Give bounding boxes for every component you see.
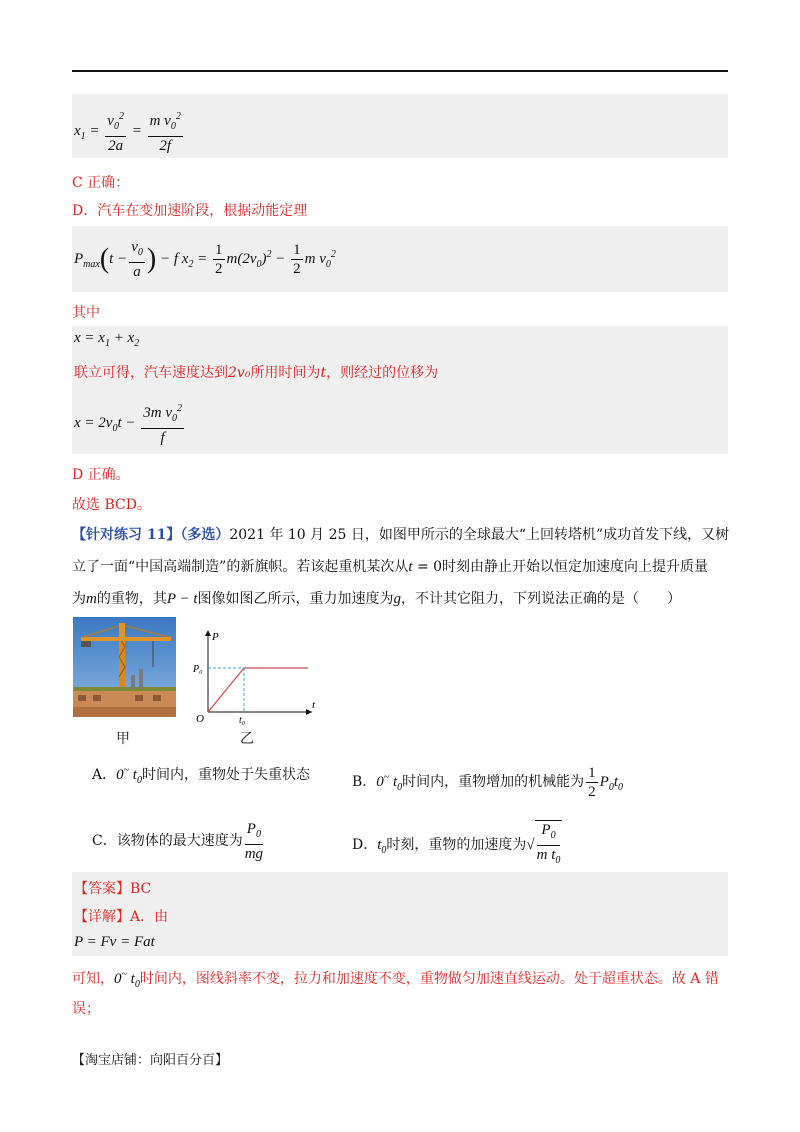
question-line2a: 立了一面“中国高端制造”的新旗帜。若该起重机某次从 <box>72 559 409 575</box>
formula-kinetic-energy: $P_{max}(t$ − $\frac{v_0}{a}$ ) − f $x_2$ = $\frac{1}{2}$ $m(2v_0)^2$ − $\frac{1}{2}$ m $v_0^2$ <box>74 239 336 280</box>
formula-x-result: $x = 2v_0t$ − $\frac{3m v_0^2}{f}$ <box>74 400 186 447</box>
question-tag: 【针对练习 11】（多选） <box>72 527 230 543</box>
c-correct-text: C 正确： <box>72 175 130 191</box>
d-correct-text: D 正确。 <box>72 467 130 483</box>
option-a[interactable]: A．0~ $t_0$时间内，重物处于失重状态 <box>92 765 310 786</box>
formula-band-x1 <box>72 94 728 158</box>
formula-x-sum: $x = x_1 + x_2$ <box>74 330 140 349</box>
explain-line-1: 可知，0~ $t_0$时间内，图线斜率不变，拉力和加速度不变，重物做匀加速直线运动。处于超重状态。故 A 错 <box>72 969 719 990</box>
option-d-text: 时刻，重物的加速度为 <box>386 836 527 853</box>
lianli-text <box>74 362 438 382</box>
option-a-text: 时间内，重物处于失重状态 <box>141 767 310 783</box>
answer-band <box>72 872 728 956</box>
formula-x1: $x_1$ = $\frac{v_0^2}{2a}$ = $\frac{m v_0^2}{2f}$ <box>74 108 185 155</box>
footer-shop: 【淘宝店铺：向阳百分百】 <box>72 1053 229 1068</box>
p-axis-label: P <box>212 631 219 643</box>
option-c[interactable]: C．该物体的最大速度为 $\frac{P_0}{mg}$ <box>92 821 264 862</box>
origin-label: O <box>196 713 204 725</box>
explain-b: 时间内，图线斜率不变，拉力和加速度不变，重物做匀加速直线运动。处于超重状态。故 A 错 <box>139 971 719 987</box>
qizhong-text: 其中 <box>72 305 100 321</box>
pt-graph <box>192 626 322 726</box>
lianli-end: ，则经过的位移为 <box>326 365 439 381</box>
formula-power: P = Fv = Fat <box>74 934 155 950</box>
choose-text: 故选 BCD。 <box>72 497 151 513</box>
option-a-letter: A． <box>92 767 117 783</box>
answer-label: 【答案】BC <box>74 881 152 897</box>
option-d-letter: D． <box>352 836 378 853</box>
question-line-2: 立了一面“中国高端制造”的新旗帜。若该起重机某次从t = 0时刻由静止开始以恒定加速度向上提升质量 <box>72 559 709 575</box>
header-rule <box>72 70 728 72</box>
question-line3a: 为 <box>72 591 86 607</box>
option-d[interactable]: D．$t_0$时刻，重物的加速度为√ $\frac{P_0}{m t_0}$ <box>352 820 562 870</box>
question-line1-text: 2021 年 10 月 25 日，如图甲所示的全球最大“上回转塔机”成功首发下线，又树 <box>229 527 730 543</box>
option-c-text: C．该物体的最大速度为 <box>92 832 243 849</box>
lianli-start: 联立可得，汽车速度达到 <box>74 365 228 381</box>
option-b-letter: B． <box>352 773 377 790</box>
detail-label: 【详解】A．由 <box>74 909 169 925</box>
question-line-1 <box>72 524 729 544</box>
explain-line-2: 误； <box>72 1001 100 1017</box>
option-b[interactable]: B．0~ $t_0$时间内，重物增加的机械能为 $\frac{1}{2}$ $P_0t_0$ <box>352 765 623 800</box>
question-line-3: 为m的重物，其P − t图像如图乙所示，重力加速度为g，不计其它阻力，下列说法正确的是（ ） <box>72 591 682 607</box>
lianli-t: t <box>320 365 327 381</box>
question-line2b: 时刻由静止开始以恒定加速度向上提升质量 <box>442 559 709 575</box>
caption-yi: 乙 <box>240 731 254 747</box>
formula-band-energy <box>72 226 728 292</box>
p0-label: P₀ <box>193 664 203 675</box>
t-axis-label: t <box>312 699 316 711</box>
crane-photo <box>73 617 176 717</box>
formula-band-x <box>72 326 728 454</box>
lianli-var: 2v₀ <box>228 365 251 381</box>
t0-label: t₀ <box>239 715 246 726</box>
explain-a: 可知， <box>72 971 114 987</box>
question-line3c: 图像如图乙所示，重力加速度为 <box>197 591 394 607</box>
question-line3d: ，不计其它阻力，下列说法正确的是（ ） <box>401 591 682 607</box>
graph-ramp <box>208 668 244 712</box>
option-b-text: 时间内，重物增加的机械能为 <box>402 773 585 790</box>
d-intro-text: D．汽车在变加速阶段，根据动能定理 <box>72 203 308 219</box>
p-axis-arrow-icon <box>205 630 211 636</box>
caption-jia: 甲 <box>116 731 130 747</box>
question-line3b: 的重物，其 <box>96 591 167 607</box>
lianli-mid: 所用时间为 <box>250 365 321 381</box>
